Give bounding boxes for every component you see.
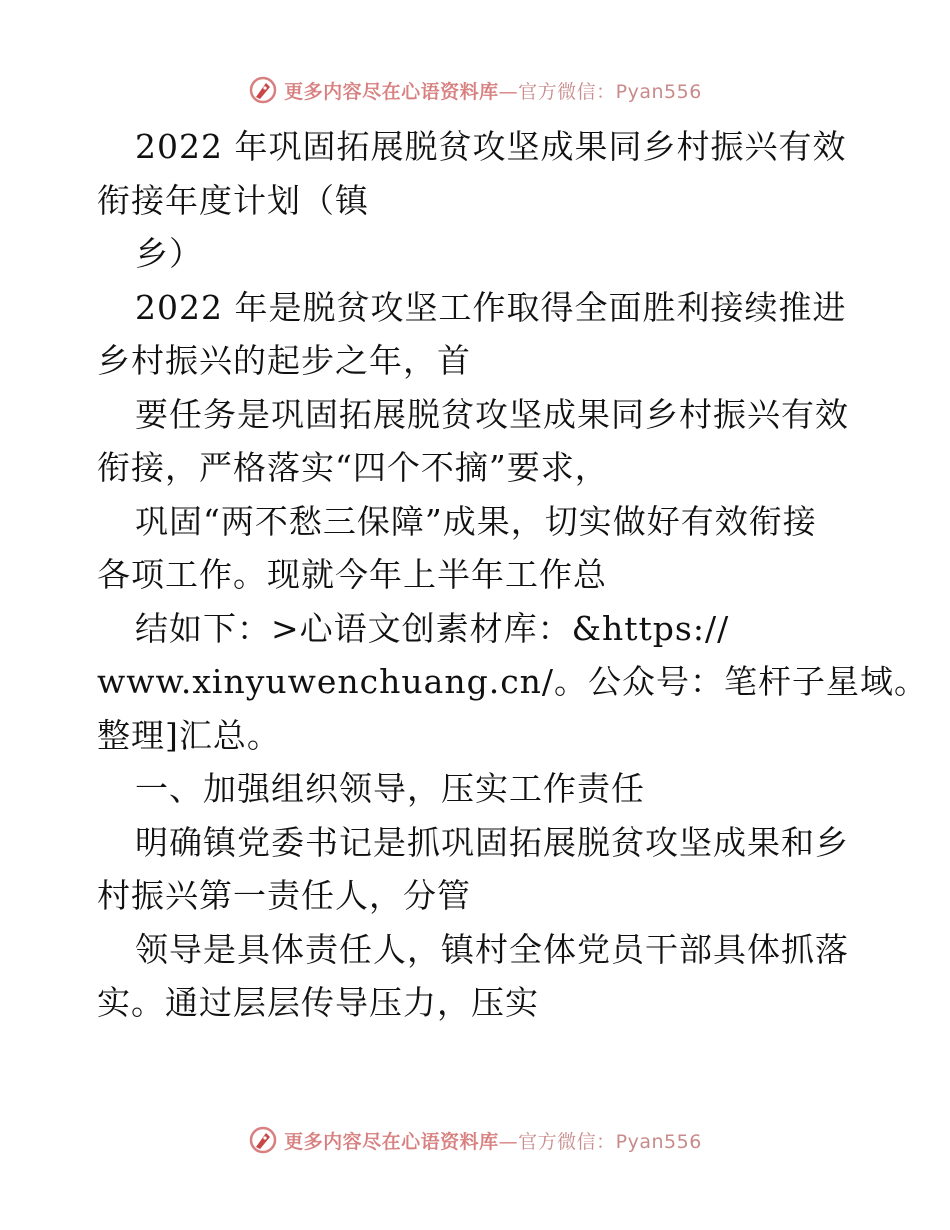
doc-paragraph-line: 领导是具体责任人，镇村全体党员干部具体抓落 <box>135 929 849 969</box>
header-watermark-banner <box>0 70 950 110</box>
doc-paragraph-line: 各项工作。现就今年上半年工作总 <box>97 555 607 594</box>
pen-nib-logo-icon <box>248 1125 278 1155</box>
footer-watermark-banner <box>0 1120 950 1160</box>
doc-paragraph-line: 2022 年是脱贫攻坚工作取得全面胜利接续推进 <box>135 287 847 327</box>
doc-section-heading: 一、加强组织领导，压实工作责任 <box>135 769 645 808</box>
banner-separator: — <box>498 80 519 103</box>
banner-wechat-text: 官方微信：Pyan556 <box>518 1130 702 1153</box>
doc-paragraph-line: 要任务是巩固拓展脱贫攻坚成果同乡村振兴有效 <box>135 394 849 434</box>
doc-paragraph-line: 结如下：>心语文创素材库：&https:// <box>135 608 730 648</box>
doc-title-line-2: 衔接年度计划（镇 <box>97 180 369 220</box>
doc-paragraph-line: 实。通过层层传导压力，压实 <box>97 983 539 1022</box>
banner-site-text: 更多内容尽在心语资料库 <box>284 80 499 103</box>
doc-url-line: www.xinyuwenchuang.cn/。公众号：笔杆子星域。 <box>97 662 929 701</box>
doc-title-line-1: 2022 年巩固拓展脱贫攻坚成果同乡村振兴有效 <box>135 127 847 166</box>
doc-paragraph-line: 衔接，严格落实“四个不摘”要求， <box>97 448 609 487</box>
doc-paragraph-line: 明确镇党委书记是抓巩固拓展脱贫攻坚成果和乡 <box>135 822 849 862</box>
banner-site-text: 更多内容尽在心语资料库 <box>284 1130 499 1153</box>
doc-paragraph-line: 巩固“两不愁三保障”成果，切实做好有效衔接 <box>135 501 817 541</box>
doc-title-line-3: 乡） <box>135 234 203 273</box>
banner-separator: — <box>498 1130 519 1153</box>
doc-paragraph-line: 整理]汇总。 <box>97 715 281 755</box>
document-body <box>97 120 929 1030</box>
pen-nib-logo-icon <box>248 75 278 105</box>
banner-wechat-text: 官方微信：Pyan556 <box>518 80 702 103</box>
doc-paragraph-line: 乡村振兴的起步之年，首 <box>97 341 471 380</box>
doc-paragraph-line: 村振兴第一责任人，分管 <box>97 876 471 915</box>
